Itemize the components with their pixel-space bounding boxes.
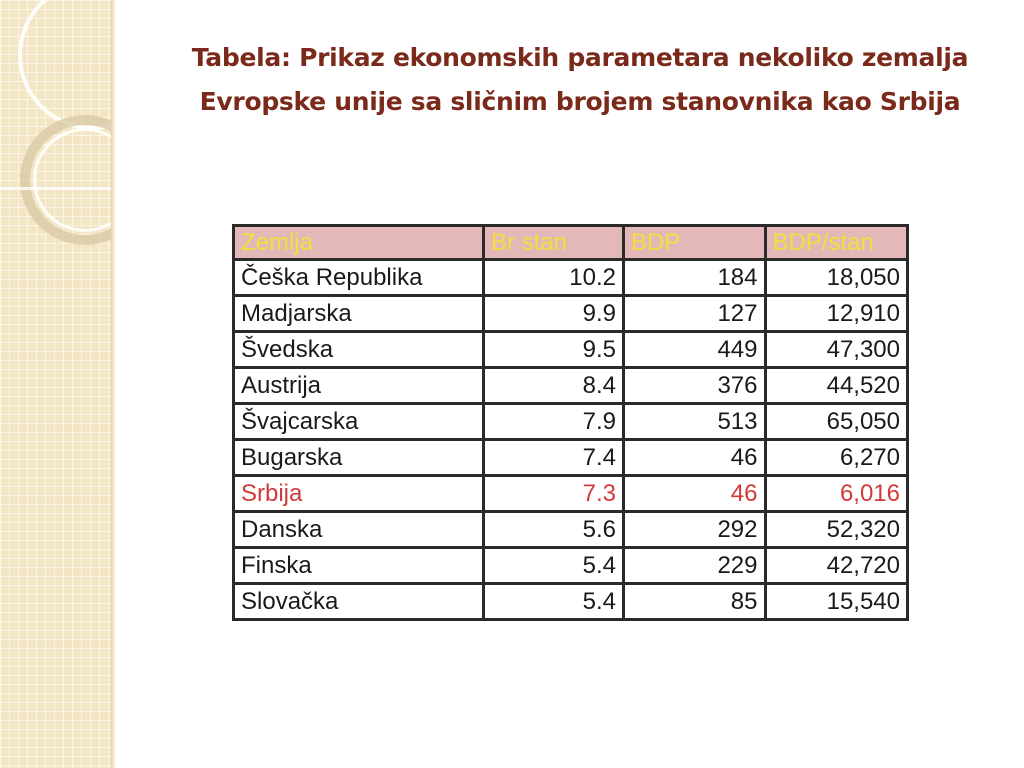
gdp-per-capita-cell: 12,910 [765,296,908,332]
population-cell: 5.4 [483,584,623,620]
gdp-per-capita-cell: 6,016 [765,476,908,512]
gdp-per-capita-cell: 18,050 [765,260,908,296]
population-cell: 7.4 [483,440,623,476]
country-cell: Švedska [234,332,484,368]
table-row [234,332,908,368]
population-cell: 7.3 [483,476,623,512]
table-row [234,368,908,404]
side-band-edge [111,0,115,768]
gdp-per-capita-cell: 44,520 [765,368,908,404]
column-header-population: Br stan [483,226,623,260]
decorative-line [0,187,113,190]
gdp-cell: 292 [624,512,766,548]
table-row [234,404,908,440]
gdp-per-capita-cell: 42,720 [765,548,908,584]
population-cell: 5.4 [483,548,623,584]
country-cell: Danska [234,512,484,548]
population-cell: 7.9 [483,404,623,440]
gdp-cell: 127 [624,296,766,332]
gdp-cell: 184 [624,260,766,296]
country-cell: Madjarska [234,296,484,332]
gdp-cell: 46 [624,440,766,476]
population-cell: 5.6 [483,512,623,548]
column-header-country: Zemlja [234,226,484,260]
column-header-gdp-per-capita: BDP/stan [765,226,908,260]
decorative-ring [18,0,113,130]
country-cell: Slovačka [234,584,484,620]
population-cell: 10.2 [483,260,623,296]
column-header-gdp: BDP [624,226,766,260]
country-cell: Švajcarska [234,404,484,440]
gdp-cell: 513 [624,404,766,440]
population-cell: 9.9 [483,296,623,332]
table-header-row [234,226,908,260]
country-cell: Austrija [234,368,484,404]
economic-parameters-table [232,224,909,621]
gdp-per-capita-cell: 52,320 [765,512,908,548]
gdp-cell: 46 [624,476,766,512]
table-row [234,260,908,296]
population-cell: 8.4 [483,368,623,404]
decorative-side-band [0,0,113,768]
gdp-cell: 449 [624,332,766,368]
gdp-cell: 376 [624,368,766,404]
country-cell: Bugarska [234,440,484,476]
gdp-per-capita-cell: 6,270 [765,440,908,476]
table-row [234,512,908,548]
table-row-highlighted [234,476,908,512]
country-cell: Srbija [234,476,484,512]
country-cell: Češka Republika [234,260,484,296]
gdp-cell: 85 [624,584,766,620]
table-row [234,548,908,584]
table-row [234,440,908,476]
gdp-per-capita-cell: 15,540 [765,584,908,620]
table-row [234,584,908,620]
gdp-cell: 229 [624,548,766,584]
gdp-per-capita-cell: 65,050 [765,404,908,440]
slide-title: Tabela: Prikaz ekonomskih parametara nekoliko zemalja Evropske unije sa sličnim brojem stanovnika kao Srbija [191,43,969,116]
population-cell: 9.5 [483,332,623,368]
country-cell: Finska [234,548,484,584]
table-row [234,296,908,332]
gdp-per-capita-cell: 47,300 [765,332,908,368]
